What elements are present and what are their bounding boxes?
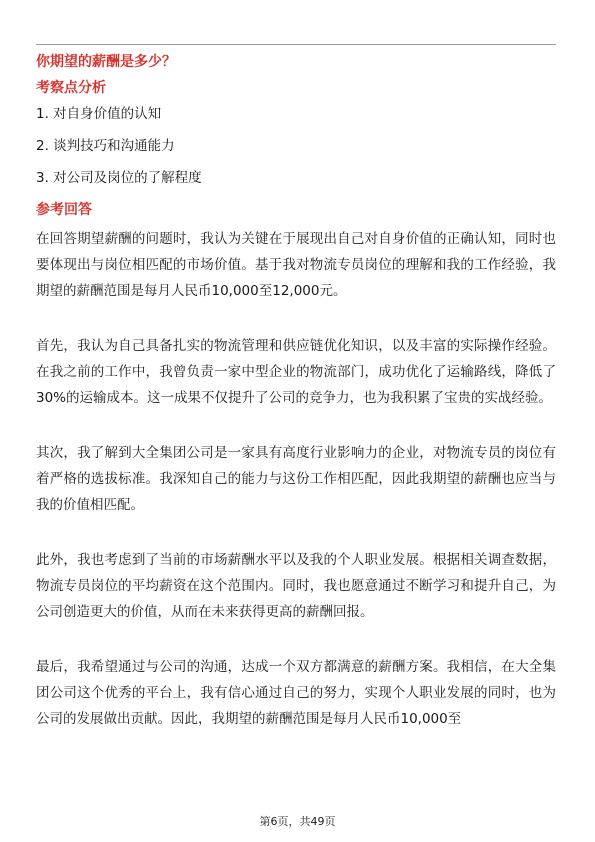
- analysis-points: [36, 104, 556, 189]
- analysis-heading: 考察点分析: [36, 80, 106, 96]
- answer-paragraph: 其次，我了解到大全集团公司是一家具有高度行业影响力的企业，对物流专员的岗位有着严格的选拔标准。我深知自己的能力与这份工作相匹配，因此我期望的薪酬也应当与我的价值相匹配。: [36, 445, 556, 513]
- analysis-point: 1. 对自身价值的认知: [36, 106, 162, 122]
- page-indicator: 第6页，共49页: [259, 815, 336, 828]
- header-rule: [36, 44, 556, 45]
- answer-paragraph: 在回答期望薪酬的问题时，我认为关键在于展现出自己对自身价值的正确认知，同时也要体现出与岗位相匹配的市场价值。基于我对物流专员岗位的理解和我的工作经验，我期望的薪酬范围是每月人民币10,000至12,000元。: [36, 231, 556, 299]
- answer-paragraph: 最后，我希望通过与公司的沟通，达成一个双方都满意的薪酬方案。我相信，在大全集团公司这个优秀的平台上，我有信心通过自己的努力，实现个人职业发展的同时，也为公司的发展做出贡献。因此，我期望的薪酬范围是每月人民币10,000至: [36, 659, 556, 727]
- analysis-point: 2. 谈判技巧和沟通能力: [36, 138, 175, 154]
- answer-heading: 参考回答: [36, 202, 92, 218]
- question-heading: 你期望的薪酬是多少？: [36, 54, 176, 70]
- page-content: [36, 52, 556, 761]
- answer-paragraph: 此外，我也考虑到了当前的市场薪酬水平以及我的个人职业发展。根据相关调查数据，物流专员岗位的平均薪资在这个范围内。同时，我也愿意通过不断学习和提升自己，为公司创造更大的价值，从而在未来获得更高的薪酬回报。: [36, 552, 556, 620]
- analysis-point: 3. 对公司及岗位的了解程度: [36, 170, 202, 186]
- answer-paragraph: 首先，我认为自己具备扎实的物流管理和供应链优化知识，以及丰富的实际操作经验。在我之前的工作中，我曾负责一家中型企业的物流部门，成功优化了运输路线，降低了30%的运输成本。这一成果不仅提升了公司的竞争力，也为我积累了宝贵的实战经验。: [36, 338, 556, 406]
